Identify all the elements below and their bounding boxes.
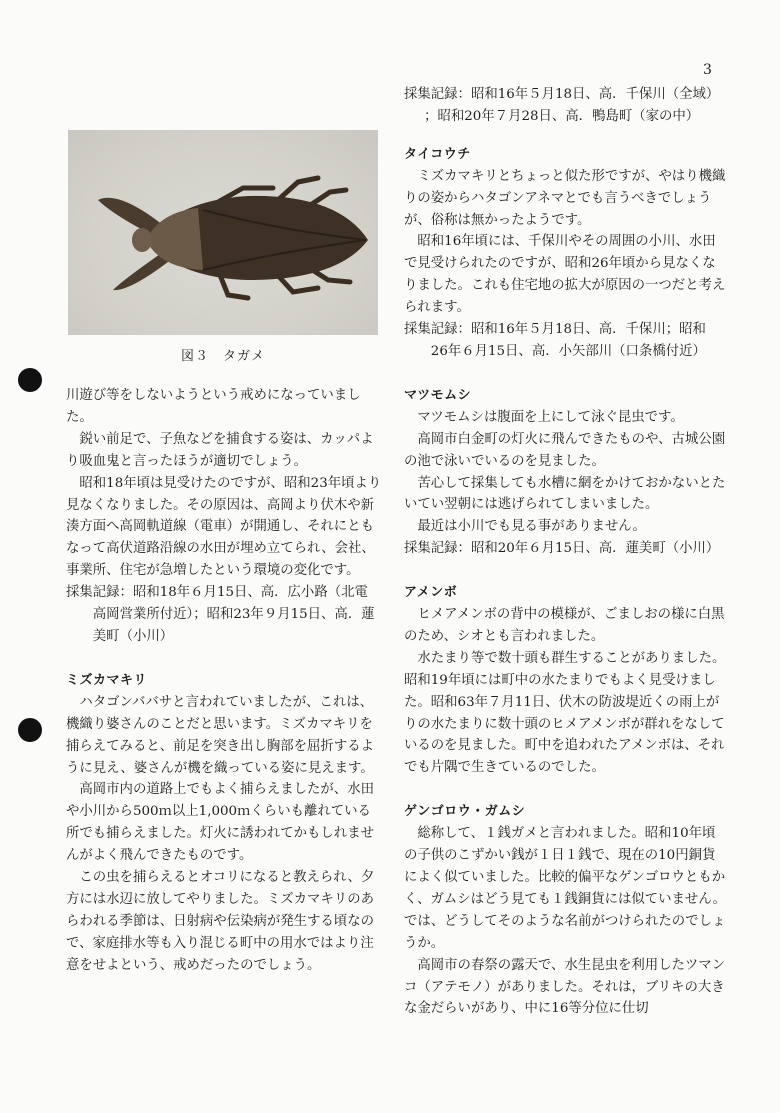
paragraph: 総称して、１銭ガメと言われました。昭和10年頃の子供のこずかい銭が１日１銭で、現在の10円銅貨によく似ていました。比較的偏平なゲンゴロウともかく、ガムシはどう見ても１銭銅貨には似ていません。では、どうしてそのような名前がつけられたのでしょうか。 [404, 826, 726, 951]
paragraph: 川遊び等をしないようという戒めになっていました。 [66, 388, 361, 425]
record-line: 採集記録：昭和16年５月18日、高．千保川（全域） [404, 87, 720, 102]
paragraph: 高岡市白金町の灯火に飛んできたものや、古城公園の池で泳いでいるのを見ました。 [404, 431, 726, 469]
paragraph: 苦心して採集しても水槽に網をかけておかないとたいてい翌朝には逃げられてしまいました。 [404, 475, 726, 513]
section-heading: マツモムシ [404, 387, 472, 403]
record-line: 26年６月15日、高．小矢部川（口条橋付近） [430, 343, 706, 359]
paragraph: ハタゴンババサと言われていましたが、これは、機織り婆さんのことだと思います。ミズカマキリを捕らえてみると、前足を突き出し胸部を屈折するように見え、婆さんが機を織っている姿に見えます。 [66, 694, 374, 776]
record-line: ；昭和20年７月28日、高．鴨島町（家の中） [424, 108, 700, 124]
record-line: 高岡営業所付近）；昭和23年９月15日、高．蓮 [92, 607, 375, 623]
paragraph: マツモムシは腹面を上にして泳ぐ昆虫です。 [417, 409, 684, 425]
figure-photo [68, 130, 378, 335]
paragraph: 高岡市内の道路上でもよく捕らえましたが、水田や小川から500ｍ以上1,000ｍくらいも離れている所でも捕らえました。灯火に誘われてかもしれませんがよく飛んできたものです。 [66, 782, 374, 864]
paragraph: 昭和16年頃には、千保川やその周囲の小川、水田で見受けられたのですが、昭和26年頃から見なくなりました。これも住宅地の拡大が原因の一つだと考えられます。 [404, 234, 726, 316]
paragraph: 水たまり等で数十頭も群生することがありました。昭和19年頃には町中の水たまりでもよく見受けました。昭和63年７月11日、伏木の防波堤近くの雨上がりの水たまりに数十頭のヒメアメンボが群れをなしているのを見ました。町中を追われたアメンボは、それでも片隅で生きているのでした。 [404, 650, 726, 776]
paragraph: ミズカマキリとちょっと似た形ですが、やはり機織りの姿からハタゴンアネマとでも言うべきでしょうが、俗称は無かったようです。 [404, 168, 726, 228]
record-line: 美町（小川） [92, 628, 174, 644]
section-heading: ゲンゴロウ・ガムシ [404, 804, 526, 820]
figure-caption: 図３ タガメ [180, 349, 265, 364]
collection-record: 採集記録：昭和20年６月15日、高．蓮美町（小川） [404, 541, 720, 557]
record-line: 採集記録：昭和18年６月15日、高．広小路（北電 [66, 585, 368, 601]
paragraph: 高岡市の春祭の露天で、水生昆虫を利用したツマンコ（アテモノ）がありました。それは，ブリキの大きな金だらいがあり、中に16等分位に仕切 [404, 957, 726, 1017]
collection-record [66, 582, 382, 648]
page-number: 3 [703, 62, 712, 78]
paragraph: 最近は小川でも見る事がありません。 [417, 519, 646, 535]
section-heading: アメンボ [404, 585, 458, 601]
collection-record [404, 84, 726, 128]
left-column [66, 385, 382, 977]
paragraph: 昭和18年頃は見受けたのですが、昭和23年頃より見なくなりました。その原因は、高岡より伏木や新湊方面へ高岡軌道線（電車）が開通し、それにともなって高伏道路沿線の水田が埋め立てられ、会社、事業所、住宅が急増したという環境の変化です。 [66, 475, 382, 579]
punch-hole [18, 368, 42, 392]
paragraph: 鋭い前足で、子魚などを捕食する姿は、カッパより吸血鬼と言ったほうが適切でしょう。 [66, 431, 374, 469]
paragraph: ヒメアメンボの背中の模様が、ごましおの様に白黒のため、シオとも言われました。 [404, 607, 725, 644]
record-line: 採集記録：昭和16年５月18日、高．千保川；昭和 [404, 322, 706, 338]
section-heading: タイコウチ [404, 146, 471, 162]
collection-record [404, 319, 726, 363]
right-column [404, 84, 726, 1020]
punch-hole [18, 718, 42, 742]
section-heading: ミズカマキリ [66, 672, 148, 688]
paragraph: この虫を捕らえるとオコリになると教えられ、夕方には水辺に放してやりました。ミズカマキリのあらわれる季節は、日射病や伝染病が発生する頃なので、家庭排水等も入り混じる町中の用水ではより注意をせよという、戒めだったのでしょう。 [66, 870, 375, 973]
